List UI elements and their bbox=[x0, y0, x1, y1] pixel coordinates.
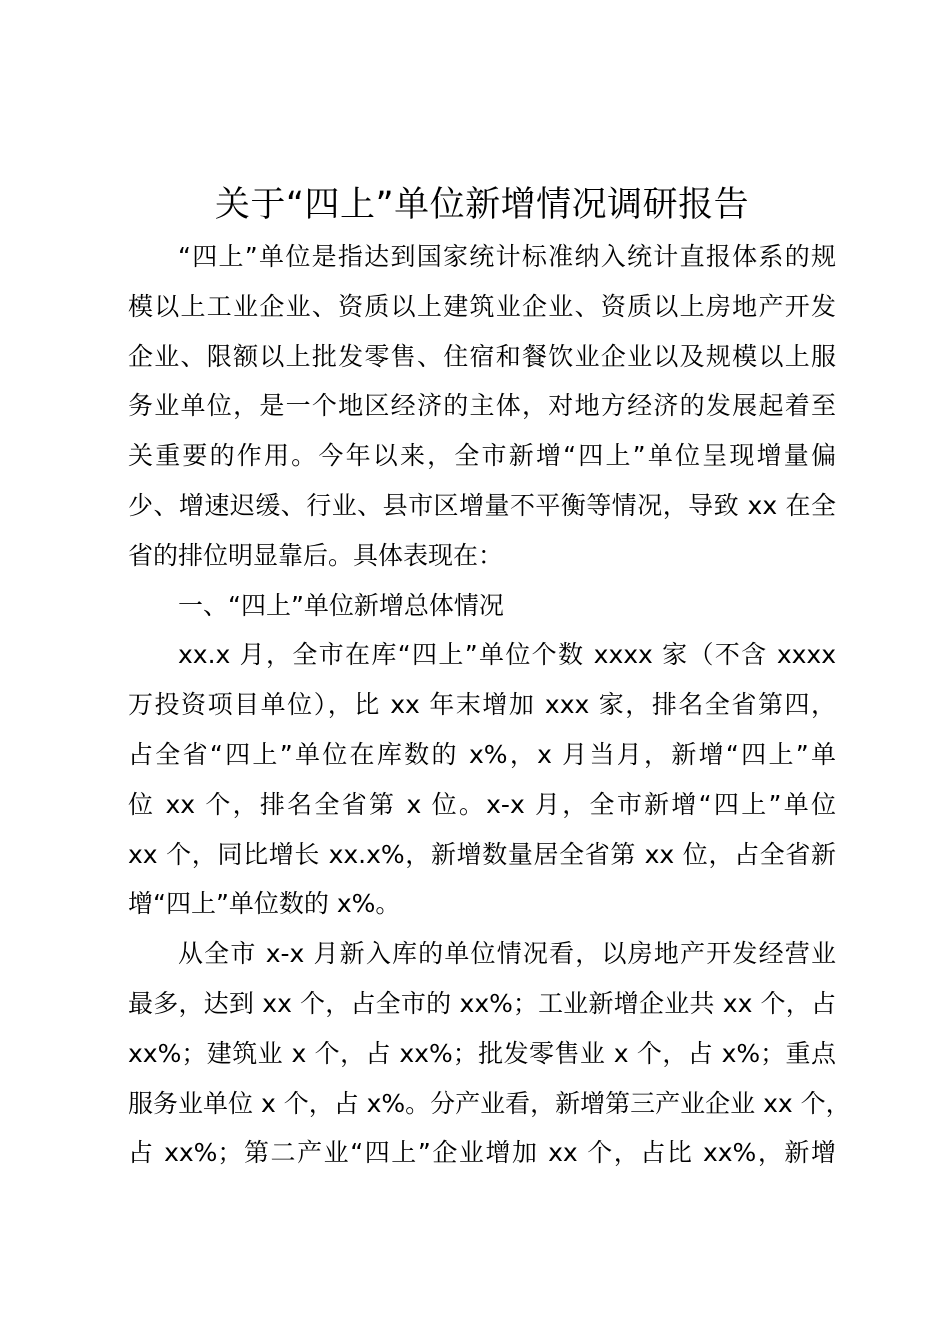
text-line: xx%；建筑业 x 个，占 xx%；批发零售业 x 个，占 x%；重点 bbox=[128, 1038, 836, 1068]
text-line: “四上”单位是指达到国家统计标准纳入统计直报体系的规 bbox=[178, 242, 836, 271]
text-line: 模以上工业企业、资质以上建筑业企业、资质以上房地产开发 bbox=[128, 291, 836, 321]
paragraph-industry bbox=[128, 929, 851, 1178]
text-line: 企业、限额以上批发零售、住宿和餐饮业企业以及规模以上服 bbox=[128, 341, 836, 371]
section-heading-text: 一、“四上”单位新增总体情况 bbox=[178, 590, 504, 620]
paragraph-overall bbox=[128, 630, 836, 929]
text-line: 从全市 x-x 月新入库的单位情况看，以房地产开发经营业 bbox=[178, 939, 836, 969]
text-line: 位 xx 个，排名全省第 x 位。x-x 月，全市新增“四上”单位 bbox=[128, 789, 836, 819]
text-line: 占 xx%；第二产业“四上”企业增加 xx 个，占比 xx%，新增 bbox=[128, 1138, 836, 1168]
text-line: 省的排位明显靠后。具体表现在： bbox=[128, 540, 504, 570]
text-line: 关重要的作用。今年以来，全市新增“四上”单位呈现增量偏 bbox=[128, 441, 836, 471]
text-line: 占全省“四上”单位在库数的 x%，x 月当月，新增“四上”单 bbox=[128, 739, 836, 769]
text-line: xx 个，同比增长 xx.x%，新增数量居全省第 xx 位，占全省新 bbox=[128, 839, 836, 869]
section-heading bbox=[128, 581, 836, 631]
text-line: 服务业单位 x 个，占 x%。分产业看，新增第三产业企业 xx 个， bbox=[128, 1088, 851, 1118]
text-line: 万投资项目单位），比 xx 年末增加 xxx 家，排名全省第四， bbox=[128, 690, 836, 720]
text-line: 务业单位，是一个地区经济的主体，对地方经济的发展起着至 bbox=[128, 391, 836, 421]
text-line: 最多，达到 xx 个，占全市的 xx%；工业新增企业共 xx 个，占 bbox=[128, 988, 836, 1018]
paragraph-intro bbox=[128, 232, 836, 581]
text-line: 增“四上”单位数的 x%。 bbox=[128, 889, 401, 919]
text-line: xx.x 月，全市在库“四上”单位个数 xxxx 家（不含 xxxx bbox=[178, 640, 836, 670]
document-page bbox=[128, 178, 851, 1178]
text-line: 少、增速迟缓、行业、县市区增量不平衡等情况，导致 xx 在全 bbox=[128, 490, 836, 520]
document-title: 关于“四上”单位新增情况调研报告 bbox=[214, 185, 750, 225]
